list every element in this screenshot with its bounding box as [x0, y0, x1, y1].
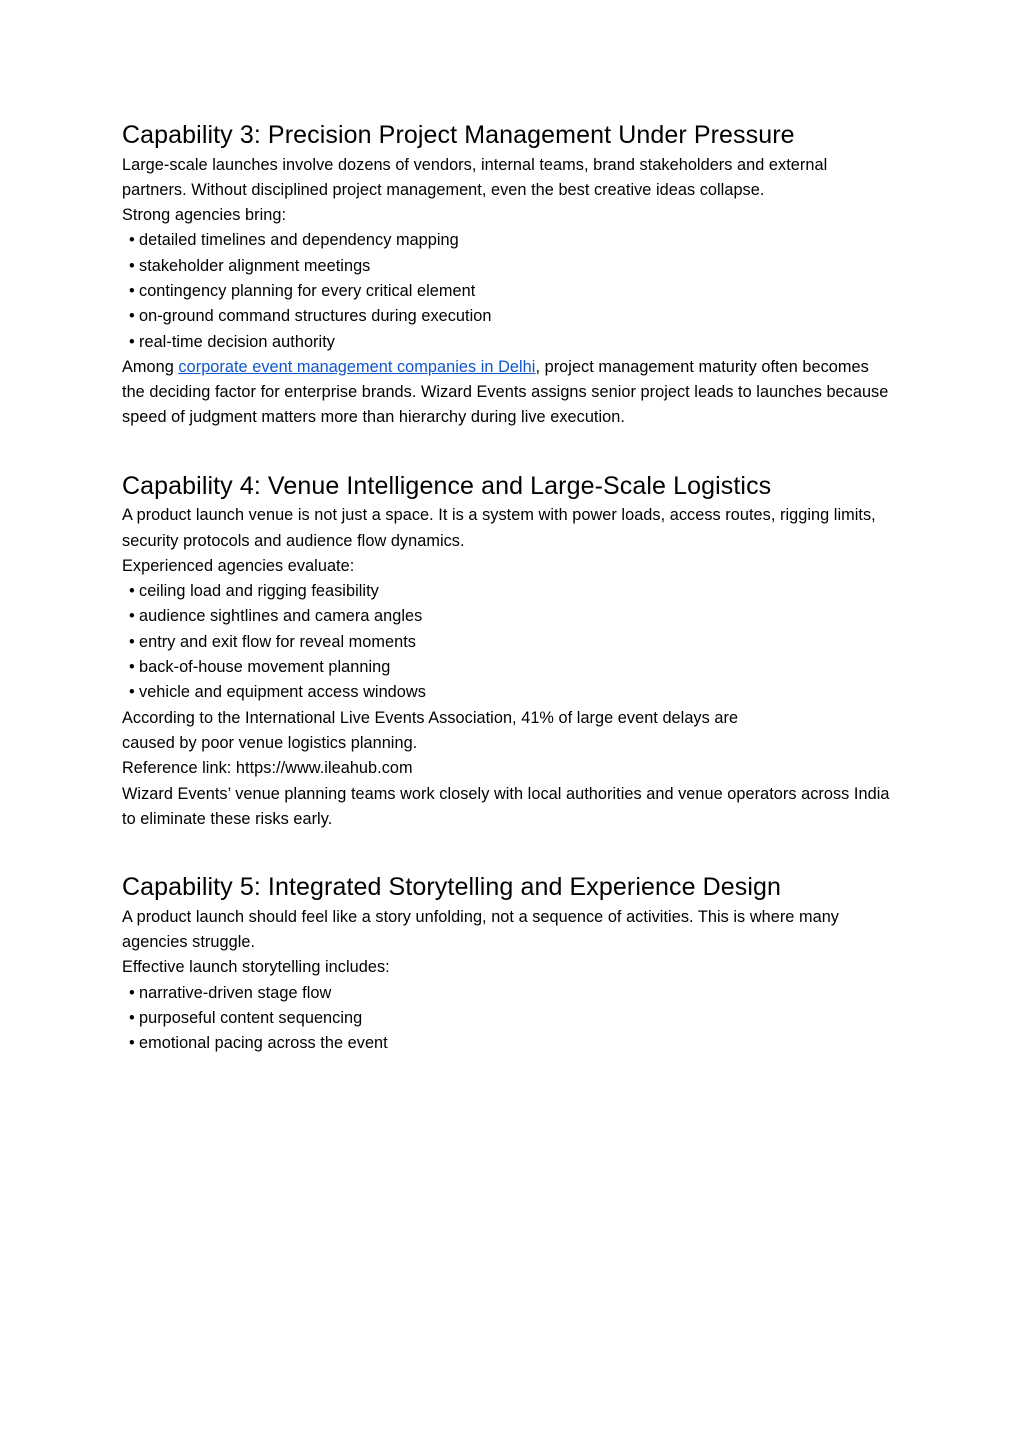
reference-link-line: Reference link: https://www.ileahub.com	[122, 759, 413, 778]
paragraph-capability-4-closing: Wizard Events’ venue planning teams work closely with local authorities and venue operators across India to eliminate these risks early.	[122, 784, 890, 828]
bullet-list-capability-4	[122, 579, 890, 705]
section-heading-capability-4: Capability 4: Venue Intelligence and Large-Scale Logistics	[122, 471, 772, 500]
bullet-icon: •	[129, 332, 135, 351]
list-lead-in-capability-4: Experienced agencies evaluate:	[122, 556, 355, 575]
bullet-icon: •	[129, 1034, 135, 1053]
bullet-list-capability-5	[122, 981, 890, 1057]
document-content	[122, 118, 890, 1056]
list-item-label: contingency planning for every critical element	[139, 281, 476, 300]
list-item	[122, 981, 890, 1006]
list-item	[122, 254, 890, 279]
paragraph-capability-4-statistic	[122, 706, 890, 782]
list-item-label: back-of-house movement planning	[139, 658, 391, 677]
list-item	[122, 680, 890, 705]
list-item	[122, 1006, 890, 1031]
bullet-icon: •	[129, 607, 135, 626]
paragraph-capability-3-closing	[122, 355, 890, 431]
list-item-label: audience sightlines and camera angles	[139, 607, 423, 626]
paragraph-text-before-link: Among	[122, 357, 179, 376]
statistic-line-1: According to the International Live Events Association, 41% of large event delays are	[122, 708, 739, 727]
list-item	[122, 228, 890, 253]
section-capability-5	[122, 870, 890, 905]
bullet-icon: •	[129, 658, 135, 677]
bullet-icon: •	[129, 683, 135, 702]
bullet-icon: •	[129, 281, 135, 300]
list-item-label: vehicle and equipment access windows	[139, 683, 426, 702]
bullet-icon: •	[129, 632, 135, 651]
section-capability-3	[122, 118, 890, 153]
bullet-icon: •	[129, 256, 135, 275]
section-heading-capability-3: Capability 3: Precision Project Management Under Pressure	[122, 121, 795, 149]
list-item-label: emotional pacing across the event	[139, 1034, 388, 1053]
list-lead-in-capability-3: Strong agencies bring:	[122, 206, 287, 225]
bullet-icon: •	[129, 582, 135, 601]
list-item-label: real-time decision authority	[139, 332, 335, 351]
section-capability-4	[122, 469, 890, 504]
list-item-label: on-ground command structures during execution	[139, 307, 492, 326]
list-item-label: stakeholder alignment meetings	[139, 256, 371, 275]
list-item	[122, 330, 890, 355]
bullet-icon: •	[129, 307, 135, 326]
bullet-icon: •	[129, 231, 135, 250]
paragraph-capability-5-intro: A product launch should feel like a story unfolding, not a sequence of activities. This is where many agencies struggle.	[122, 907, 840, 951]
list-item	[122, 630, 890, 655]
bullet-icon: •	[129, 1008, 135, 1027]
bullet-icon: •	[129, 983, 135, 1002]
list-item	[122, 579, 890, 604]
list-lead-in-capability-5: Effective launch storytelling includes:	[122, 958, 390, 977]
paragraph-capability-4-intro: A product launch venue is not just a space. It is a system with power loads, access routes, rigging limits, security protocols and audience flow dynamics.	[122, 506, 876, 550]
paragraph-text-after-link: , project management maturity often becomes the deciding factor for enterprise brands. Wizard Events assigns senior project leads to launches because speed of judgment matters more than hierarchy during live execution.	[122, 357, 889, 427]
list-item	[122, 304, 890, 329]
list-item-label: detailed timelines and dependency mapping	[139, 231, 459, 250]
bullet-list-capability-3	[122, 228, 890, 354]
list-item	[122, 604, 890, 629]
list-item	[122, 655, 890, 680]
statistic-line-2: caused by poor venue logistics planning.	[122, 733, 418, 752]
list-item-label: ceiling load and rigging feasibility	[139, 582, 379, 601]
link-corporate-event-management-companies-in-delhi[interactable]: corporate event management companies in Delhi	[178, 357, 536, 376]
list-item-label: purposeful content sequencing	[139, 1008, 363, 1027]
paragraph-capability-3-intro: Large-scale launches involve dozens of vendors, internal teams, brand stakeholders and external partners. Without disciplined project management, even the best creative ideas collapse.	[122, 155, 828, 199]
list-item-label: entry and exit flow for reveal moments	[139, 632, 416, 651]
list-item-label: narrative-driven stage flow	[139, 983, 332, 1002]
section-heading-capability-5: Capability 5: Integrated Storytelling and Experience Design	[122, 873, 782, 902]
list-item	[122, 1031, 890, 1056]
list-item	[122, 279, 890, 304]
